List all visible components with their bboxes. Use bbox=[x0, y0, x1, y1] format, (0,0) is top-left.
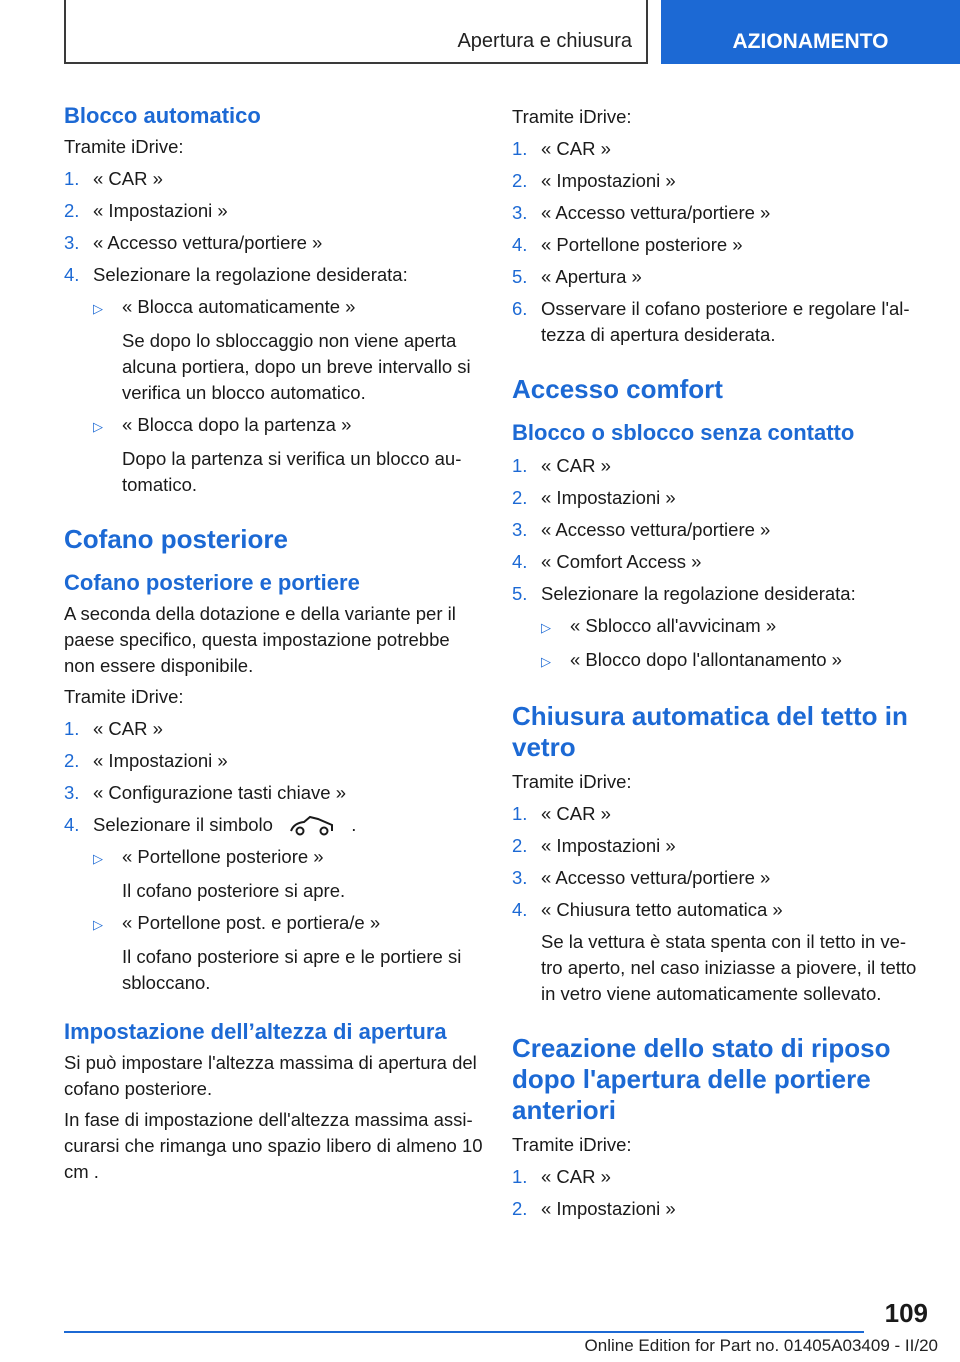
paragraph-altezza-2: In fase di impostazione dell'altezza massima assi‐ curarsi che rimanga uno spazio libero di almeno 10 cm . bbox=[64, 1109, 483, 1182]
step-number: 1. bbox=[512, 1166, 528, 1187]
bullet-item: ▷ « Blocca automaticamente » bbox=[93, 294, 484, 322]
header-section-title: Apertura e chiusura bbox=[457, 30, 632, 52]
list-item: 1. « CAR » bbox=[64, 166, 484, 192]
header-chapter-tab: AZIONAMENTO bbox=[661, 0, 960, 64]
heading-chiusura-tetto: Chiusura automatica del tetto in vetro bbox=[512, 701, 908, 762]
step-number: 2. bbox=[64, 200, 80, 221]
triangle-bullet-icon: ▷ bbox=[93, 851, 103, 866]
paragraph-cofano: A seconda della dotazione e della variante per il paese specifico, questa impostazione potrebbe non essere disponibile. bbox=[64, 603, 456, 676]
bullet-description: Dopo la partenza si verifica un blocco au‐ tomatico. bbox=[122, 448, 462, 495]
step-number: 5. bbox=[512, 583, 528, 604]
list-item: 4. Selezionare il simbolo . bbox=[64, 812, 484, 838]
heading-stato-riposo: Creazione dello stato di riposo dopo l'apertura delle portiere anteriori bbox=[512, 1033, 891, 1125]
list-item: 1. « CAR » bbox=[64, 716, 484, 742]
step-number: 2. bbox=[512, 1198, 528, 1219]
step-number: 1. bbox=[512, 455, 528, 476]
bullet-description: Il cofano posteriore si apre e le portiere si sbloccano. bbox=[122, 946, 462, 993]
step-number: 4. bbox=[64, 814, 80, 835]
page-number: 109 bbox=[884, 1298, 928, 1328]
step-number: 2. bbox=[512, 170, 528, 191]
list-item: 2. « Impostazioni » bbox=[64, 748, 484, 774]
list-item: 3. « Accesso vettura/portiere » bbox=[512, 517, 932, 543]
paragraph-tramite: Tramite iDrive: bbox=[512, 771, 632, 792]
step-number: 3. bbox=[64, 782, 80, 803]
footer-edition: Online Edition for Part no. 01405A03409 - II/20 bbox=[584, 1336, 938, 1355]
paragraph-tramite: Tramite iDrive: bbox=[64, 686, 184, 707]
step-number: 4. bbox=[64, 264, 80, 285]
step-description: Se la vettura è stata spenta con il tetto in ve‐ tro aperto, nel caso iniziasse a piovere, il tetto in vetro viene automaticamente sollevato. bbox=[541, 931, 917, 1004]
list-item: 3. « Configurazione tasti chiave » bbox=[64, 780, 484, 806]
list-item: 4. « Portellone posteriore » bbox=[512, 232, 932, 258]
step-number: 2. bbox=[64, 750, 80, 771]
list-item: 3. « Accesso vettura/portiere » bbox=[512, 865, 932, 891]
paragraph-tramite: Tramite iDrive: bbox=[64, 136, 184, 157]
step-number: 3. bbox=[512, 519, 528, 540]
step-number: 1. bbox=[512, 803, 528, 824]
step-number: 3. bbox=[512, 867, 528, 888]
bullet-description: Se dopo lo sbloccaggio non viene aperta alcuna portiera, dopo un breve intervallo si verifica un blocco automatico. bbox=[122, 330, 471, 403]
list-item: 1. « CAR » bbox=[512, 801, 932, 827]
step-number: 4. bbox=[512, 551, 528, 572]
list-item: 1. « CAR » bbox=[512, 136, 932, 162]
paragraph-altezza-1: Si può impostare l'altezza massima di apertura del cofano posteriore. bbox=[64, 1052, 477, 1099]
bullet-description: Il cofano posteriore si apre. bbox=[122, 880, 346, 901]
list-item: 5. Selezionare la regolazione desiderata: bbox=[512, 581, 932, 607]
bullet-item: ▷ « Sblocco all'avvicinam » bbox=[541, 613, 932, 641]
left-column bbox=[64, 100, 484, 1190]
steps-list-1 bbox=[64, 166, 484, 288]
bullet-item: ▷ « Blocco dopo l'allontanamento » bbox=[541, 647, 932, 675]
header-box bbox=[64, 0, 648, 64]
list-item: 1. « CAR » bbox=[512, 1164, 932, 1190]
step-number: 3. bbox=[64, 232, 80, 253]
list-item: 2. « Impostazioni » bbox=[512, 1196, 932, 1222]
step-number: 5. bbox=[512, 266, 528, 287]
steps-list-6 bbox=[512, 1164, 932, 1222]
triangle-bullet-icon: ▷ bbox=[93, 917, 103, 932]
step-number: 1. bbox=[64, 168, 80, 189]
steps-list-4 bbox=[512, 453, 932, 607]
list-item: 4. « Comfort Access » bbox=[512, 549, 932, 575]
steps-list-5 bbox=[512, 801, 932, 923]
heading-cofano-posteriore: Cofano posteriore bbox=[64, 524, 288, 554]
list-item: 6. Osservare il cofano posteriore e regolare l'al‐ tezza di apertura desiderata. bbox=[512, 296, 932, 348]
list-item: 2. « Impostazioni » bbox=[512, 485, 932, 511]
list-item: 4. Selezionare la regolazione desiderata: bbox=[64, 262, 484, 288]
list-item: 2. « Impostazioni » bbox=[64, 198, 484, 224]
footer-divider bbox=[64, 1331, 864, 1333]
heading-cofano-portiere: Cofano posteriore e portiere bbox=[64, 570, 360, 595]
list-item: 4. « Chiusura tetto automatica » bbox=[512, 897, 932, 923]
steps-list-3 bbox=[512, 136, 932, 348]
paragraph-tramite: Tramite iDrive: bbox=[512, 1134, 632, 1155]
heading-accesso-comfort: Accesso comfort bbox=[512, 374, 723, 404]
step-number: 2. bbox=[512, 835, 528, 856]
step-number: 6. bbox=[512, 298, 528, 319]
steps-list-2 bbox=[64, 716, 484, 838]
step-number: 1. bbox=[64, 718, 80, 739]
list-item: 2. « Impostazioni » bbox=[512, 168, 932, 194]
step-number: 4. bbox=[512, 899, 528, 920]
triangle-bullet-icon: ▷ bbox=[93, 419, 103, 434]
step-number: 2. bbox=[512, 487, 528, 508]
step-number: 1. bbox=[512, 138, 528, 159]
bullet-item: ▷ « Blocca dopo la partenza » bbox=[93, 412, 484, 440]
bullet-item: ▷ « Portellone post. e portiera/e » bbox=[93, 910, 484, 938]
triangle-bullet-icon: ▷ bbox=[541, 654, 551, 669]
paragraph-tramite: Tramite iDrive: bbox=[512, 106, 632, 127]
list-item: 2. « Impostazioni » bbox=[512, 833, 932, 859]
list-item: 3. « Accesso vettura/portiere » bbox=[64, 230, 484, 256]
right-column bbox=[512, 100, 932, 1228]
bullet-item: ▷ « Portellone posteriore » bbox=[93, 844, 484, 872]
list-item: 5. « Apertura » bbox=[512, 264, 932, 290]
step-number: 4. bbox=[512, 234, 528, 255]
step-number: 3. bbox=[512, 202, 528, 223]
heading-altezza-apertura: Impostazione dell’altezza di apertura bbox=[64, 1019, 447, 1044]
heading-blocco-automatico: Blocco automatico bbox=[64, 103, 261, 128]
heading-blocco-sblocco: Blocco o sblocco senza contatto bbox=[512, 420, 855, 445]
triangle-bullet-icon: ▷ bbox=[93, 301, 103, 316]
list-item: 1. « CAR » bbox=[512, 453, 932, 479]
triangle-bullet-icon: ▷ bbox=[541, 620, 551, 635]
car-tailgate-icon bbox=[288, 815, 336, 837]
list-item: 3. « Accesso vettura/portiere » bbox=[512, 200, 932, 226]
